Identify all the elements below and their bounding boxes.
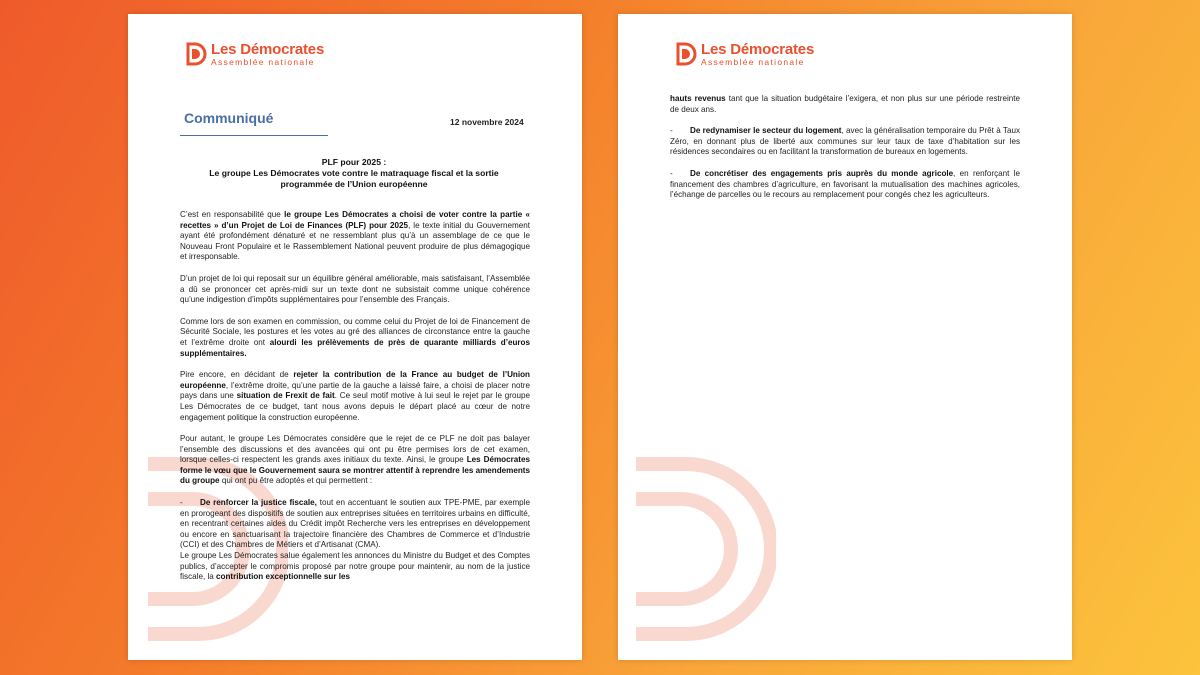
brand-subtitle: Assemblée nationale xyxy=(211,57,315,67)
paragraph: Pour autant, le groupe Les Démocrates considère que le rejet de ce PLF ne doit pas balayer l’ensemble des discussions et des avancées qui ont pu être permises lors de cet examen, lorsque celles-ci respectent les grands axes initiaux du texte. Ainsi, le groupe Les Démocrates forme le vœu que le Gouvernement saura se montrer attentif à reprendre les amendements du groupe qui ont pu être adoptés et qui permettent : xyxy=(180,434,530,486)
title-line-3: programmée de l’Union européenne xyxy=(280,179,428,189)
paragraph: D’un projet de loi qui reposait sur un équilibre général améliorable, mais satisfaisant, l’Assemblée a dû se prononcer cet après-midi sur un texte dont ne subsistait comme unique cohérence qu’une indigestion d’impôts supplémentaires pour l’ensemble des Français. xyxy=(180,273,530,305)
document-page-2 xyxy=(618,14,1072,660)
brand-subtitle: Assemblée nationale xyxy=(701,57,805,67)
paragraph: Comme lors de son examen en commission, ou comme celui du Projet de loi de Financement de Sécurité Sociale, les postures et les votes au gré des alliances de circonstance entre la gauche et l’extrême droite ont alourdi les prélèvements de près de quarante milliards d’euros supplémentaires. xyxy=(180,316,530,358)
body-text-page-1 xyxy=(180,210,530,583)
body-text-page-2 xyxy=(670,94,1020,212)
brand-name: Les Démocrates xyxy=(701,41,815,58)
brand-name: Les Démocrates xyxy=(211,41,325,58)
bullet-item: - De renforcer la justice fiscale, tout en accentuant le soutien aux TPE-PME, par exemple en prorogeant des dispositifs de soutien aux entreprises situées en territoires urbains en difficulté, en recentrant certaines aides du Crédit impôt Recherche vers les entreprises en développement ou encore en sanctuarisant la trajectoire financière des Chambres de Commerce et d’Industrie (CCI) et des Chambres de Métiers et d’Artisanat (CMA). Le groupe Les Démocrates salue également les annonces du Ministre du Budget et des Comptes publics, d’accepter le compromis proposé par notre groupe pour maintenir, au nom de la justice fiscale, la contribution exceptionnelle sur les xyxy=(180,498,530,582)
paragraph: C’est en responsabilité que le groupe Les Démocrates a choisi de voter contre la partie « recettes » d’un Projet de Loi de Finances (PLF) pour 2025, le texte initial du Gouvernement ayant été profondément dénaturé et ne ressemblant plus qu’à un assemblage de ce que le Nouveau Front Populaire et le Rassemblement National peuvent produire de plus démagogique et irresponsable. xyxy=(180,210,530,262)
paragraph: Pire encore, en décidant de rejeter la contribution de la France au budget de l’Union européenne, l’extrême droite, qu’une partie de la gauche a laissé faire, a choisi de placer notre pays dans une situation de Frexit de fait. Ce seul motif motive à lui seul le rejet par le groupe Les Démocrates de ce budget, tant nous avons depuis le départ placé au cœur de notre engagement politique la construction européenne. xyxy=(180,370,530,422)
heading-underline xyxy=(180,135,328,136)
document-page-1 xyxy=(128,14,582,660)
logo-watermark-icon xyxy=(626,444,776,654)
brand-d-icon xyxy=(676,42,698,66)
brand-logo xyxy=(186,42,324,70)
bullet-item: - De concrétiser des engagements pris auprès du monde agricole, en renforçant le financement des chambres d’agriculture, en favorisant la mutualisation des machines agricoles, l’échange de parcelles ou le recours au remplacement pour congés chez les agriculteurs. xyxy=(670,168,1020,200)
bullet-item: - De redynamiser le secteur du logement, avec la généralisation temporaire du Prêt à Taux Zéro, en donnant plus de liberté aux communes sur leur taux de taxe d’habitation sur les résidences secondaires ou en facilitant la transformation de bureaux en logements. xyxy=(670,126,1021,157)
title-line-2: Le groupe Les Démocrates vote contre le matraquage fiscal et la sortie xyxy=(209,168,499,178)
press-release-title xyxy=(178,157,530,190)
brand-logo xyxy=(676,42,814,70)
doc-type-heading: Communiqué xyxy=(184,110,274,126)
doc-date: 12 novembre 2024 xyxy=(450,117,524,127)
title-line-1: PLF pour 2025 : xyxy=(321,157,387,167)
paragraph: hauts revenus tant que la situation budgétaire l’exigera, et non plus sur une période restreinte de deux ans. xyxy=(670,94,1020,114)
brand-d-icon xyxy=(186,42,208,66)
